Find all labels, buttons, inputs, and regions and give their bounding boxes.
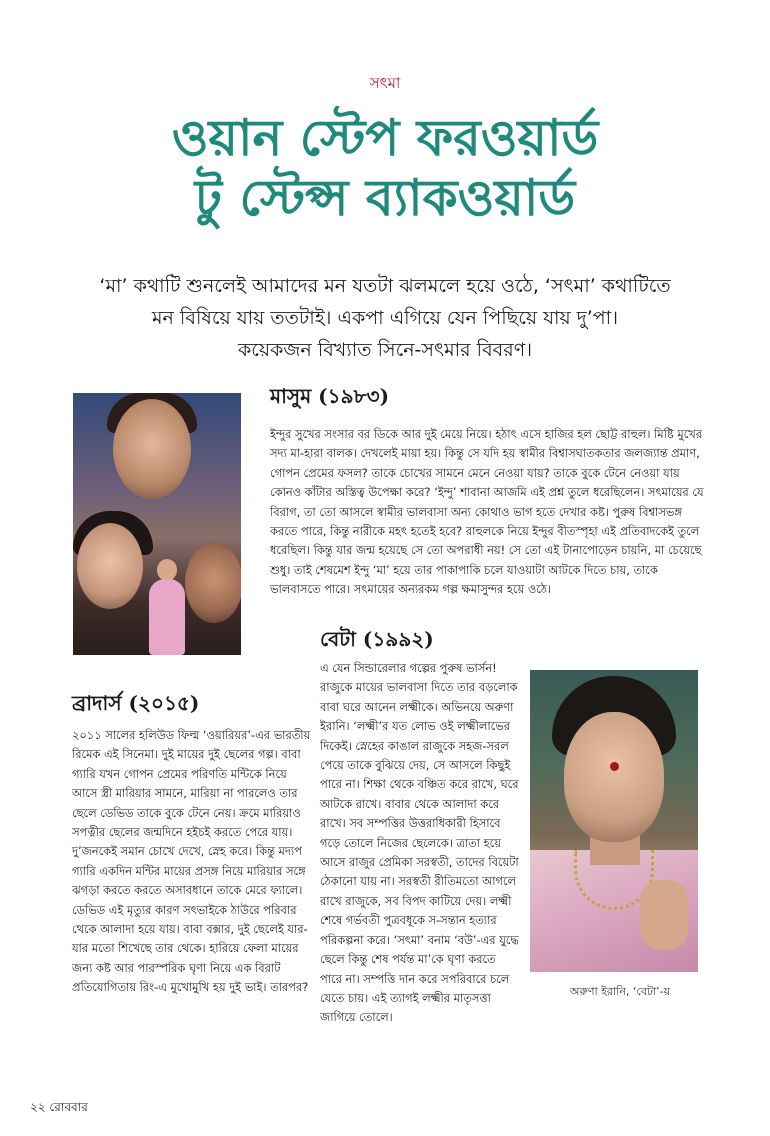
deck-line-3: কয়েকজন বিখ্যাত সিনে-সৎমার বিবরণ। xyxy=(238,339,532,361)
boy-face xyxy=(113,399,191,499)
girl-dress xyxy=(149,579,185,655)
deck-line-1: ‘মা’ কথাটি শুনলেই আমাদের মন যতটা ঝলমলে হয়ে ওঠে, ‘সৎমা’ কথাটিতে xyxy=(99,275,671,297)
deck xyxy=(40,270,730,366)
masoom-film-still xyxy=(73,393,241,655)
deck-line-2: মন বিষিয়ে যায় ততটাই। একপা এগিয়ে যেন পিছিয়ে যায় দু’পা। xyxy=(152,307,618,329)
raised-hand xyxy=(640,880,688,950)
headline-line-1: ওয়ান স্টেপ ফরওয়ার্ড xyxy=(171,108,599,167)
headline-line-2: টু স্টেপ্স ব্যাকওয়ার্ড xyxy=(194,168,576,227)
page-folio: ২২ রোববার xyxy=(30,1100,88,1114)
beta-caption: অরুণা ইরানি, ‘বেটা’-য় xyxy=(569,985,671,998)
face xyxy=(564,712,664,842)
kicker: সৎমা xyxy=(369,74,401,92)
beta-body: এ যেন সিন্ডারেলার গল্পের পুরুষ ভার্সন! রাজুকে মায়ের ভালবাসা দিতে তার বড়লোক বাবা ঘরে আনেন লক্ষ্মীকে। অভিনয়ে অরুণা ইরানি। ‘লক্ষ্মী’র যত লোভ ওই লক্ষ্মীলাভের দিকেই। স্নেহের কাঙাল রাজুকে সহজ-সরল পেয়ে তাকে বুঝিয়ে দেয়, সে আসলে কিছুই পারে না। শিক্ষা থেকে বঞ্চিত করে রাখে, ঘরে আটকে রাখে। বাবার থেকে আলাদা করে রাখে। সব সম্পত্তির উত্তরাধিকারী হিসাবে গড়ে তোলে নিজের ছেলেকে। ত্রাতা হয়ে আসে রাজুর প্রেমিকা সরস্বতী, তাদের বিয়েটা ঠেকানো যায় না। সরস্বতী রীতিমতো আগলে রাখে রাজুকে, সব বিপদ কাটিয়ে দেয়। লক্ষ্মী শেষে গর্ভবতী পুত্রবধূকে স-সন্তান হত্যার পরিকল্পনা করে। ‘সৎমা’ বনাম ‘বউ’-এর যুদ্ধে ছেলে কিন্তু শেষ পর্যন্ত মা’কে ঘৃণা করতে পারে না। সম্পত্তি দান করে সপরিবারে চলে যেতে চায়। এই ত্যাগই লক্ষ্মীর মাতৃসত্তা জাগিয়ে তোলে। xyxy=(320,661,519,1025)
headline xyxy=(0,108,770,228)
man-face xyxy=(185,543,241,623)
bindi xyxy=(610,762,619,771)
woman-face xyxy=(77,523,143,609)
girl-figure xyxy=(145,559,189,655)
brothers-title: ব্রাদার্স (২০১৫) xyxy=(72,691,200,715)
brothers-body: ২০১১ সালের হলিউড ফিল্ম ‘ওয়ারিয়র’-এর ভারতীয় রিমেক এই সিনেমা। দুই মায়ের দুই ছেলের গল্প। বাবা গ্যারি যখন গোপন প্রেমের পরিণতি মন্টিকে নিয়ে আসে স্ত্রী মারিয়ার সামনে, মারিয়া না পারলেও তার ছেলে ডেভিড তাকে বুকে টেনে নেয়। ক্রমে মারিয়াও সপত্নীর ছেলের জন্মদিনে হইচই করতে পেরে যায়। দু’জনকেই সমান চোখে দেখে, স্নেহ করে। কিন্তু মদ্যপ গ্যারি একদিন মন্টির মায়ের প্রসঙ্গ নিয়ে মারিয়ার সঙ্গে ঝগড়া করতে করতে অসাবধানে তাকে মেরে ফ্যালে। ডেভিড এই মৃত্যুর কারণ সৎভাইকে ঠাউরে পরিবার থেকে আলাদা হয়ে যায়। বাবা বক্সার, দুই ছেলেই যার-যার মতো শিখেছে তার থেকে। হারিয়ে ফেলা মায়ের জন্য কষ্ট আর পারস্পরিক ঘৃণা নিয়ে এক বিরাট প্রতিযোগিতায় রিং-এ মুখোমুখি হয় দুই ভাই। তারপর? xyxy=(72,728,311,995)
beta-portrait xyxy=(530,670,698,972)
masoom-body: ইন্দুর সুখের সংসার বর ডিকে আর দুই মেয়ে নিয়ে। হঠাৎ এসে হাজির হল ছোট্ট রাহুল। মিষ্টি মুখের সদ্য মা-হারা বালক। দেখলেই মায়া হয়। কিন্তু সে যদি হয় স্বামীর বিশ্বাসঘাতকতার জলজ্যান্ত প্রমাণ, গোপন প্রেমের ফসল? তাকে চোখের সামনে মেনে নেওয়া যায়? তাকে বুকে টেনে নেওয়া যায় কোনও কাঁটার অস্তিত্ব উপেক্ষা করে? ‘ইন্দু’ শাবানা আজমি এই প্রশ্ন তুলে ধরেছিলেন। সৎমায়ের যে বিরাগ, তা তো আসলে স্বামীর ভালবাসা অন্য কোথাও ভাগ হতে দেখার কষ্ট। পুরুষ বিশ্বাসভঙ্গ করতে পারে, কিন্তু নারীকে মহৎ হতেই হবে? রাহুলকে নিয়ে ইন্দুর বীতস্পৃহা এই প্রতিবাদকেই তুলে ধরেছিল। কিন্তু যার জন্ম হয়েছে সে তো অপরাধী নয়! সে তো এই টানাপোড়েন চায়নি, মা চেয়েছে শুধু। তাই শেষমেশ ইন্দু ‘মা’ হয়ে তার পাকাপাকি চলে যাওয়াটা আটকে দিতে চায়, তাকে ভালবাসতে পারে। সৎমায়ের অন্যরকম গল্প ক্ষমাসুন্দর হয়ে ওঠে। xyxy=(270,427,704,597)
masoom-title: মাসুম (১৯৮৩) xyxy=(270,384,390,408)
girl-head xyxy=(157,559,177,581)
beta-title: বেটা (১৯৯২) xyxy=(320,627,434,651)
